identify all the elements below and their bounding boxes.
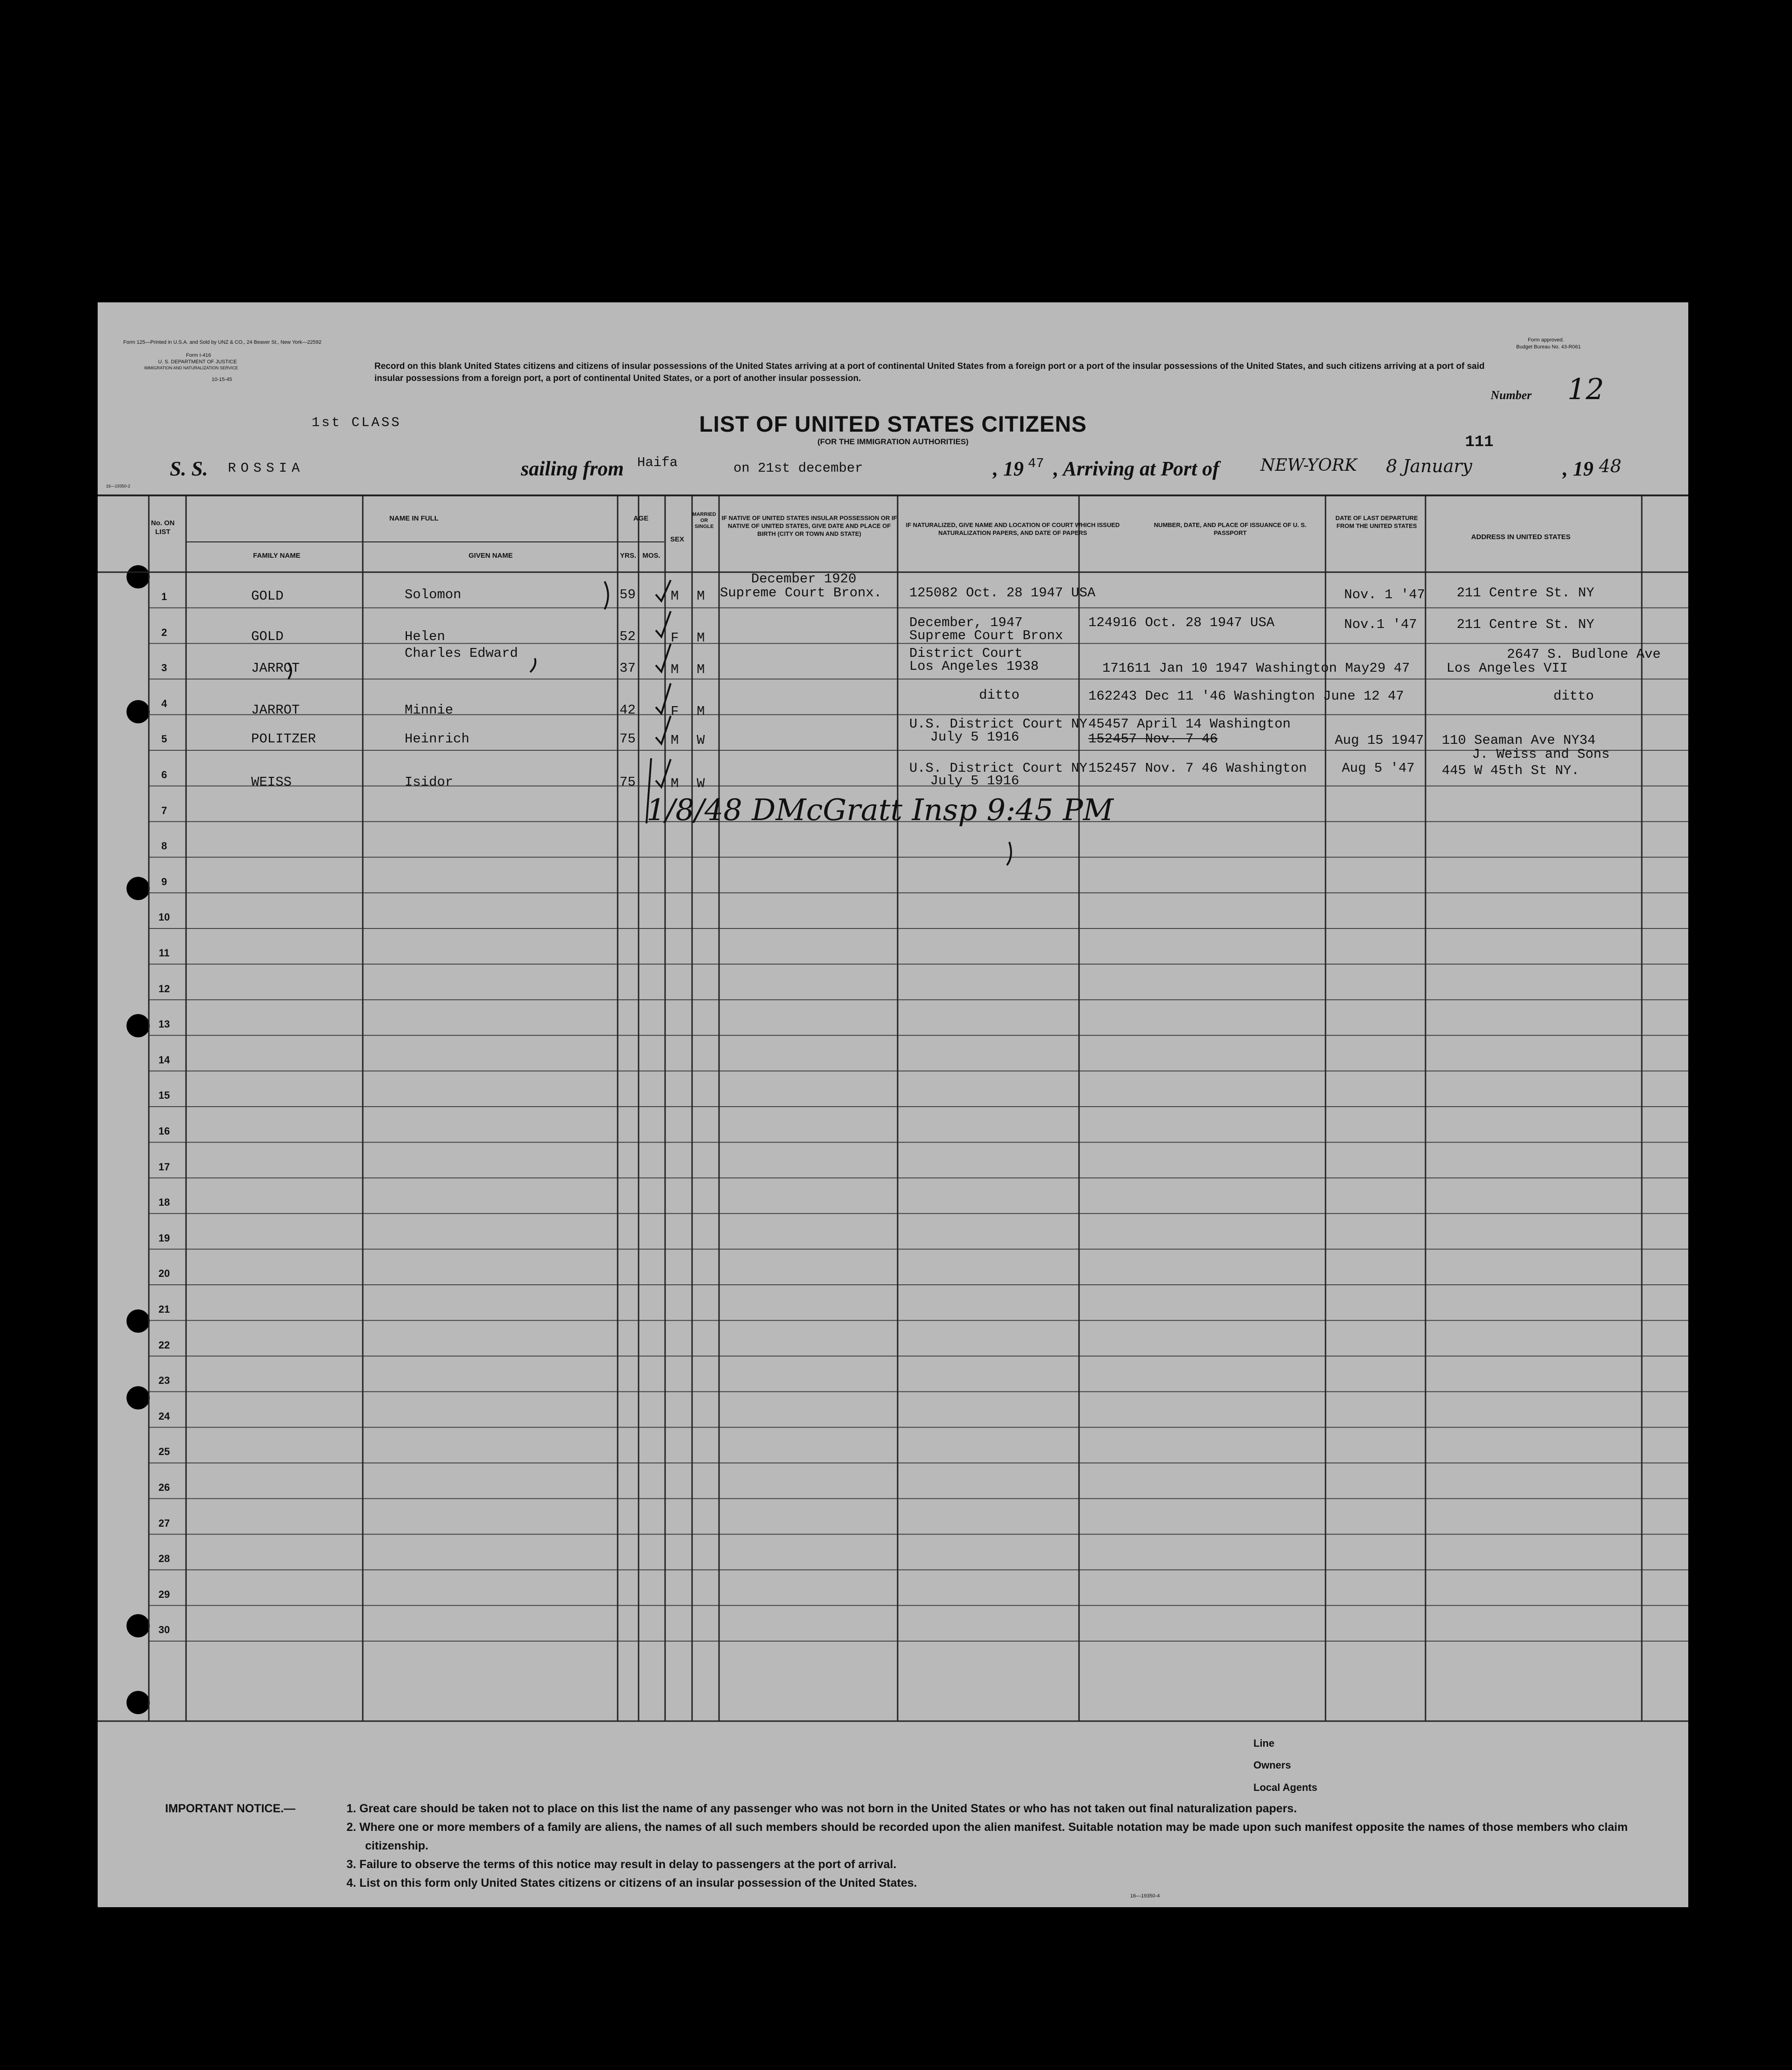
- col-yrs: YRS.: [620, 552, 636, 560]
- form-number: Form I-416: [186, 353, 211, 358]
- local-agents-label: Local Agents: [1253, 1782, 1318, 1793]
- page-subtitle: (FOR THE IMMIGRATION AUTHORITIES): [817, 437, 969, 446]
- naturalization: District Court: [909, 646, 1023, 661]
- sailing-from: Haifa: [637, 455, 678, 470]
- family-name: JARROT: [251, 702, 300, 718]
- year-prefix: , 19: [993, 457, 1024, 480]
- row-number: 18: [158, 1196, 170, 1209]
- notice-label: IMPORTANT NOTICE.—: [165, 1802, 296, 1815]
- address: 211 Centre St. NY: [1457, 585, 1594, 601]
- arrival-date: 8 January: [1386, 456, 1472, 476]
- notice-item: 4. List on this form only United States citizens or citizens of an insular possession of the United States.: [346, 1876, 917, 1890]
- owners-label: Owners: [1253, 1759, 1291, 1771]
- arrival-port: NEW-YORK: [1260, 456, 1357, 475]
- number-value: 12: [1567, 372, 1604, 406]
- notice-item: 3. Failure to observe the terms of this notice may result in delay to passengers at the port of arrival.: [346, 1858, 897, 1871]
- inspector-note: 1/8/48 DMcGratt Insp 9:45 PM: [646, 793, 1113, 828]
- ship-name: ROSSIA: [228, 461, 305, 476]
- marital-status: M: [697, 704, 705, 719]
- printer-line: Form 125—Printed in U.S.A. and Sold by UNZ & CO., 24 Beaver St., New York—22592: [123, 340, 322, 345]
- row-number: 23: [158, 1375, 170, 1387]
- passport: 152457 Nov. 7 46 Washington: [1088, 761, 1307, 776]
- row-number: 1: [161, 591, 167, 602]
- age-years: 52: [620, 629, 636, 644]
- address: 110 Seaman Ave NY34: [1442, 733, 1596, 748]
- row-number: 2: [161, 626, 167, 638]
- row-number: 20: [158, 1268, 170, 1280]
- age-years: 75: [620, 731, 636, 747]
- class-label: 1st CLASS: [312, 415, 401, 430]
- passport: 162243 Dec 11 '46 Washington June 12 47: [1088, 688, 1404, 704]
- naturalization-2: Supreme Court Bronx: [909, 628, 1063, 643]
- row-number: 14: [158, 1054, 170, 1066]
- row-number: 16: [158, 1125, 170, 1137]
- col-mos: MOS.: [642, 552, 660, 560]
- sex: M: [671, 588, 679, 604]
- row-number: 4: [161, 697, 167, 709]
- passport-struck: 152457 Nov. 7 46: [1088, 731, 1218, 747]
- col-family: FAMILY NAME: [253, 552, 300, 560]
- row-number: 30: [158, 1624, 170, 1636]
- last-departure: Aug 5 '47: [1342, 761, 1415, 776]
- naturalization: 125082 Oct. 28 1947 USA: [909, 585, 1096, 601]
- row-number: 19: [158, 1232, 170, 1244]
- sailing-year: 47: [1028, 456, 1044, 471]
- row-number: 8: [161, 840, 167, 852]
- arriving-label: , Arriving at Port of: [1053, 457, 1219, 480]
- address-2: Los Angeles VII: [1446, 661, 1568, 676]
- col-sex: SEX: [670, 535, 684, 543]
- passport: 124916 Oct. 28 1947 USA: [1088, 615, 1275, 630]
- row-number: 29: [158, 1588, 170, 1600]
- family-name: GOLD: [251, 588, 284, 604]
- marital-status: M: [697, 662, 705, 677]
- marital-status: M: [697, 630, 705, 646]
- family-name: WEISS: [251, 775, 292, 790]
- naturalization: December, 1947: [909, 615, 1023, 630]
- number-label: Number: [1491, 388, 1532, 402]
- row-number: 10: [158, 911, 170, 923]
- page-number: 111: [1465, 434, 1494, 451]
- notice-item: 2. Where one or more members of a family are aliens, the names of all such members should be recorded upon the alien manifest. Suitable notation may be made upon such manifest opposite the names of those members who claim citizenship.: [346, 1821, 1628, 1852]
- row-number: 3: [161, 662, 167, 674]
- row-number: 22: [158, 1339, 170, 1351]
- passport: 171611 Jan 10 1947 Washington May29 47: [1102, 661, 1410, 676]
- col-passport: NUMBER, DATE, AND PLACE OF ISSUANCE OF U. S. PASSPORT: [1154, 521, 1306, 536]
- last-departure: Nov. 1 '47: [1344, 587, 1426, 602]
- row-number: 5: [161, 733, 167, 745]
- birth-info: December 1920: [751, 571, 857, 587]
- address: ditto: [1553, 688, 1594, 704]
- col-name-in-full: NAME IN FULL: [389, 514, 439, 522]
- given-name: Heinrich: [405, 731, 470, 747]
- last-departure: Aug 15 1947: [1335, 733, 1424, 748]
- marital-status: W: [697, 733, 705, 748]
- family-name: POLITZER: [251, 731, 316, 747]
- row-number: 9: [161, 875, 167, 888]
- age-years: 75: [620, 775, 636, 790]
- col-departure: DATE OF LAST DEPARTURE FROM THE UNITED STATES: [1335, 514, 1418, 529]
- page-title: LIST OF UNITED STATES CITIZENS: [699, 412, 1087, 437]
- row-number: 13: [158, 1018, 170, 1030]
- given-name: Solomon: [405, 587, 461, 602]
- address: 445 W 45th St NY.: [1442, 763, 1579, 778]
- row-number: 17: [158, 1161, 170, 1173]
- arrival-year: 48: [1599, 456, 1622, 476]
- naturalization-2: July 5 1916: [930, 729, 1019, 745]
- age-years: 37: [620, 661, 636, 676]
- naturalization-2: July 5 1916: [930, 773, 1019, 788]
- naturalization-2: Los Angeles 1938: [909, 659, 1039, 674]
- family-name: GOLD: [251, 629, 284, 644]
- form-side-number: 16—19350-2: [106, 484, 131, 488]
- sex: M: [671, 733, 679, 748]
- form-approved: Form approved.: [1528, 337, 1564, 343]
- sailing-date: on 21st december: [733, 461, 863, 476]
- row-number: 12: [158, 982, 170, 995]
- col-given: GIVEN NAME: [468, 552, 513, 560]
- marital-status: M: [697, 588, 705, 604]
- col-naturalized: IF NATURALIZED, GIVE NAME AND LOCATION OF COURT WHICH ISSUED NATURALIZATION PAPERS, AND DATE OF PAPERS: [906, 521, 1120, 536]
- sex: F: [671, 630, 679, 646]
- naturalization: U.S. District Court NY: [909, 761, 1087, 776]
- col-married: MARRIED OR SINGLE: [692, 512, 716, 529]
- row-number: 15: [158, 1089, 170, 1102]
- footer-form-code: 16—19350-4: [1130, 1893, 1160, 1899]
- age-years: 42: [620, 702, 636, 718]
- address: 2647 S. Budlone Ave: [1507, 647, 1661, 662]
- given-name: Isidor: [405, 775, 453, 790]
- given-name: Charles Edward: [405, 646, 518, 661]
- naturalization: U.S. District Court NY: [909, 716, 1087, 732]
- important-notice: [165, 1799, 1653, 1892]
- budget-bureau: Budget Bureau No. 43-R061: [1516, 344, 1581, 350]
- line-label: Line: [1253, 1737, 1275, 1749]
- row-number: 26: [158, 1482, 170, 1493]
- sex: M: [671, 662, 679, 677]
- row-number: 6: [161, 769, 167, 781]
- row-number: 27: [158, 1517, 170, 1529]
- service: IMMIGRATION AND NATURALIZATION SERVICE: [144, 366, 238, 370]
- row-number: 25: [158, 1446, 170, 1458]
- passport: 45457 April 14 Washington: [1088, 716, 1291, 732]
- col-address: ADDRESS IN UNITED STATES: [1471, 533, 1571, 541]
- col-age: AGE: [633, 514, 649, 522]
- family-name: JARROT: [251, 661, 300, 676]
- check-marks: [98, 302, 1688, 1907]
- department: U. S. DEPARTMENT OF JUSTICE: [158, 359, 237, 365]
- row-number: 21: [158, 1303, 170, 1315]
- birth-info-2: Supreme Court Bronx.: [720, 585, 882, 601]
- ss-label: S. S.: [170, 457, 208, 480]
- col-native: IF NATIVE OF UNITED STATES INSULAR POSSESSION OR IF NATIVE OF UNITED STATES, GIVE DATE AND PLACE OF BIRTH (CITY OR TOWN AND STATE): [721, 514, 897, 537]
- age-years: 59: [620, 587, 636, 602]
- record-instructions: Record on this blank United States citizens and citizens of insular possessions of the United States arriving at a port of continental United States from a foreign port or a port of the insular possessions of the United States, and such citizens arriving at a port of said insular possessions from a foreign port, a port of continental United States, or a port of another insular possession.: [374, 361, 1485, 383]
- row-number: 24: [158, 1410, 170, 1422]
- last-departure: Nov.1 '47: [1344, 617, 1417, 632]
- given-name: Minnie: [405, 702, 453, 718]
- arrival-year-prefix: , 19: [1563, 457, 1593, 480]
- address: 211 Centre St. NY: [1457, 617, 1594, 632]
- sex: F: [671, 704, 679, 719]
- manifest-sheet: [98, 302, 1688, 1907]
- address-2: J. Weiss and Sons: [1472, 747, 1610, 762]
- form-date: 10-15-45: [212, 377, 233, 382]
- row-number: 11: [159, 947, 170, 959]
- row-number: 7: [161, 804, 167, 816]
- given-name: Helen: [405, 629, 446, 644]
- marital-status: W: [697, 776, 705, 791]
- notice-item: 1. Great care should be taken not to place on this list the name of any passenger who was not born in the United States or who has not taken out final naturalization papers.: [346, 1802, 1297, 1815]
- naturalization: ditto: [979, 688, 1020, 703]
- sex: M: [671, 776, 679, 791]
- sailing-label: sailing from: [521, 457, 624, 480]
- col-no: No. ON LIST: [151, 519, 175, 536]
- row-number: 28: [158, 1553, 170, 1565]
